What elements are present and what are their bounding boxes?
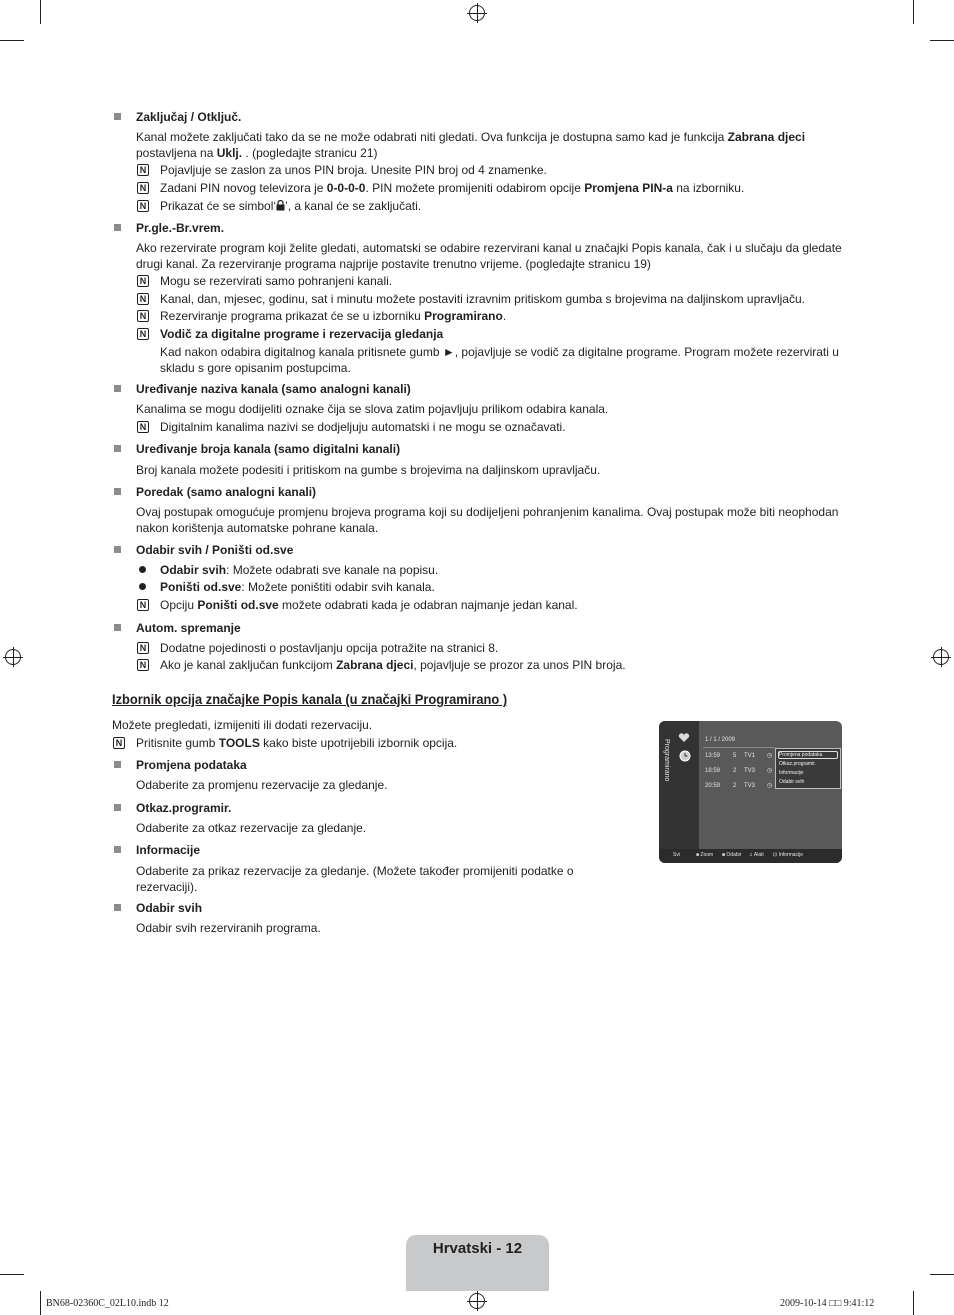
- reserve-note: Kanal, dan, mjesec, godinu, sat i minutu možete postaviti izravnim pritiskom gumba s brojevima na daljinskom upravljaču.: [160, 292, 805, 306]
- tv-clock-small-icon: ◷: [767, 753, 773, 759]
- bullet-square-icon: [114, 904, 121, 911]
- note-icon: N: [137, 164, 149, 176]
- tv-bottom-item: ♫ Alati: [749, 852, 764, 858]
- order-heading: Poredak (samo analogni kanali): [136, 485, 317, 499]
- note-icon: N: [137, 310, 149, 322]
- tv-menu-item: Informacije: [779, 770, 804, 776]
- bullet-dot-icon: [139, 583, 146, 590]
- crop-mark: [0, 1274, 24, 1275]
- bullet-square-icon: [114, 546, 121, 553]
- note-icon: N: [137, 328, 149, 340]
- option-body: Odabir svih rezerviranih programa.: [136, 921, 321, 935]
- bullet-square-icon: [114, 445, 121, 452]
- page-number: Hrvatski - 12: [432, 1240, 523, 1257]
- option-heading: Informacije: [136, 843, 201, 857]
- print-slug-date: 2009-10-14 □□ 9:41:12: [780, 1298, 875, 1309]
- bullet-square-icon: [114, 846, 121, 853]
- reserve-note: Mogu se rezervirati samo pohranjeni kanali.: [160, 274, 393, 288]
- options-intro: Možete pregledati, izmijeniti ili dodati rezervaciju.: [112, 718, 373, 732]
- option-heading: Odabir svih: [136, 901, 203, 915]
- registration-mark-icon: [469, 5, 485, 21]
- crop-mark: [40, 1291, 41, 1315]
- select-heading: Odabir svih / Poništi od.sve: [136, 543, 294, 557]
- autosave-heading: Autom. spremanje: [136, 621, 241, 635]
- tv-row-num: 2: [733, 783, 737, 789]
- lock-note: Pojavljuje se zaslon za unos PIN broja. Unesite PIN broj od 4 znamenke.: [160, 163, 547, 177]
- crop-mark: [913, 1291, 914, 1315]
- note-icon: N: [137, 275, 149, 287]
- select-note: Opciju Poništi od.sve možete odabrati kada je odabran najmanje jedan kanal.: [160, 598, 578, 612]
- option-heading: Otkaz.programir.: [136, 801, 232, 815]
- crop-mark: [913, 0, 914, 24]
- option-body: Odaberite za promjenu rezervacije za gledanje.: [136, 778, 388, 792]
- bullet-square-icon: [114, 624, 121, 631]
- tv-menu-item: Otkaz.programir.: [779, 761, 816, 767]
- tv-row-num: 2: [733, 768, 737, 774]
- tv-row-time: 20:59: [705, 783, 721, 789]
- note-icon: N: [137, 642, 149, 654]
- note-icon: N: [137, 200, 149, 212]
- note-icon: N: [113, 737, 125, 749]
- tv-menu-item: Promjena podataka: [779, 752, 823, 758]
- lock-body: Kanal možete zaključati tako da se ne može odabrati niti gledati. Ova funkcija je dostupna samo kad je funkcija Zabrana djeci postavljena na Uklj. . (pogledajte stranicu 21): [136, 130, 806, 160]
- lock-icon: [276, 200, 285, 211]
- bullet-dot-icon: [139, 566, 146, 573]
- bullet-square-icon: [114, 761, 121, 768]
- bullet-square-icon: [114, 385, 121, 392]
- print-slug-file: BN68-02360C_02L10.indb 12: [46, 1298, 169, 1309]
- tv-bottom-item: ⊡ Informacije: [773, 852, 804, 858]
- crop-mark: [930, 1274, 954, 1275]
- tv-row-channel: TV3: [744, 768, 756, 774]
- autosave-note: Ako je kanal zaključan funkcijom Zabrana djeci, pojavljuje se prozor za unos PIN broja.: [160, 658, 626, 672]
- note-icon: N: [137, 182, 149, 194]
- tv-divider: [703, 747, 775, 748]
- tv-row-time: 13:59: [705, 753, 721, 759]
- tv-clock-small-icon: ◷: [767, 783, 773, 789]
- number-edit-body: Broj kanala možete podesiti i pritiskom na gumbe s brojevima na daljinskom upravljaču.: [136, 463, 601, 477]
- options-note: Pritisnite gumb TOOLS kako biste upotrijebili izbornik opcija.: [136, 736, 458, 750]
- autosave-note: Dodatne pojedinosti o postavljanju opcija potražite na stranici 8.: [160, 641, 499, 655]
- select-item: Poništi od.sve: Možete poništiti odabir svih kanala.: [160, 580, 435, 594]
- option-body: Odaberite za otkaz rezervacije za gledanje.: [136, 821, 367, 835]
- option-body: Odaberite za prikaz rezervacije za gledanje. (Možete također promijeniti podatke o rezervaciji).: [136, 864, 574, 894]
- tv-clock-small-icon: ◷: [767, 768, 773, 774]
- select-item: Odabir svih: Možete odabrati sve kanale na popisu.: [160, 563, 439, 577]
- crop-mark: [0, 40, 24, 41]
- tv-row-time: 18:59: [705, 768, 721, 774]
- note-icon: N: [137, 659, 149, 671]
- reserve-body: Ako rezervirate program koji želite gledati, automatski se odabire rezervirani kanal u značajki Popis kanala, čak i u slučaju da gledate drugi kanal. Za rezerviranje programa najprije postavite trenutno vrijeme. (pogledajte stranicu 19): [136, 241, 842, 271]
- tv-options-menu: [775, 748, 841, 789]
- lock-note: Zadani PIN novog televizora je 0-0-0-0. PIN možete promijeniti odabirom opcije Promjena PIN-a na izborniku.: [160, 181, 745, 195]
- crop-mark: [930, 40, 954, 41]
- bullet-square-icon: [114, 113, 121, 120]
- name-edit-note: Digitalnim kanalima nazivi se dodjeljuju automatski i ne mogu se označavati.: [160, 420, 566, 434]
- tv-row-channel: TV3: [744, 783, 756, 789]
- reserve-guide-heading: Vodič za digitalne programe i rezervacija gledanja: [160, 327, 444, 341]
- tv-bottom-label: Svi: [673, 852, 680, 858]
- name-edit-heading: Uređivanje naziva kanala (samo analogni kanali): [136, 382, 411, 396]
- tv-date: 1 / 1 / 2009: [705, 737, 736, 743]
- heart-icon: [678, 733, 690, 743]
- registration-mark-icon: [469, 1293, 485, 1309]
- note-icon: N: [137, 421, 149, 433]
- reserve-guide-body: Kad nakon odabira digitalnog kanala pritisnete gumb ►, pojavljuje se vodič za digitalne programe. Program možete rezervirati u skladu s gore opisanim postupcima.: [160, 345, 839, 375]
- registration-mark-icon: [5, 649, 21, 665]
- order-body: Ovaj postupak omogućuje promjenu brojeva programa koji su dodijeljeni pohranjenim kanalima. Ovaj postupak može biti neophodan nakon korištenja automatske pohrane kanala.: [136, 505, 839, 535]
- bullet-square-icon: [114, 804, 121, 811]
- reserve-heading: Pr.gle.-Br.vrem.: [136, 221, 225, 235]
- note-icon: N: [137, 599, 149, 611]
- registration-mark-icon: [933, 649, 949, 665]
- clock-icon: [679, 750, 691, 762]
- lock-note: Prikazat će se simbol‘ ’, a kanal će se zaključati.: [160, 199, 422, 213]
- option-heading: Promjena podataka: [136, 758, 247, 772]
- tv-side-label: Programirano: [663, 739, 670, 782]
- tv-menu-item: Odabir svih: [779, 779, 805, 785]
- tv-row-channel: TV1: [744, 753, 756, 759]
- tv-screen: [659, 721, 842, 863]
- tv-row-num: 5: [733, 753, 737, 759]
- lock-heading: Zaključaj / Otključ.: [136, 110, 242, 124]
- bullet-square-icon: [114, 488, 121, 495]
- tv-bottom-item: ■ Odabir: [722, 852, 742, 858]
- bullet-square-icon: [114, 224, 121, 231]
- reserve-note: Rezerviranje programa prikazat će se u izborniku Programirano.: [160, 309, 507, 323]
- crop-mark: [40, 0, 41, 24]
- name-edit-body: Kanalima se mogu dodijeliti oznake čija se slova zatim pojavljuju prilikom odabira kanala.: [136, 402, 609, 416]
- number-edit-heading: Uređivanje broja kanala (samo digitalni kanali): [136, 442, 401, 456]
- options-title: Izbornik opcija značajke Popis kanala (u značajki Programirano ): [112, 691, 508, 707]
- tv-bottom-item: ■ Zoom: [696, 852, 714, 858]
- note-icon: N: [137, 293, 149, 305]
